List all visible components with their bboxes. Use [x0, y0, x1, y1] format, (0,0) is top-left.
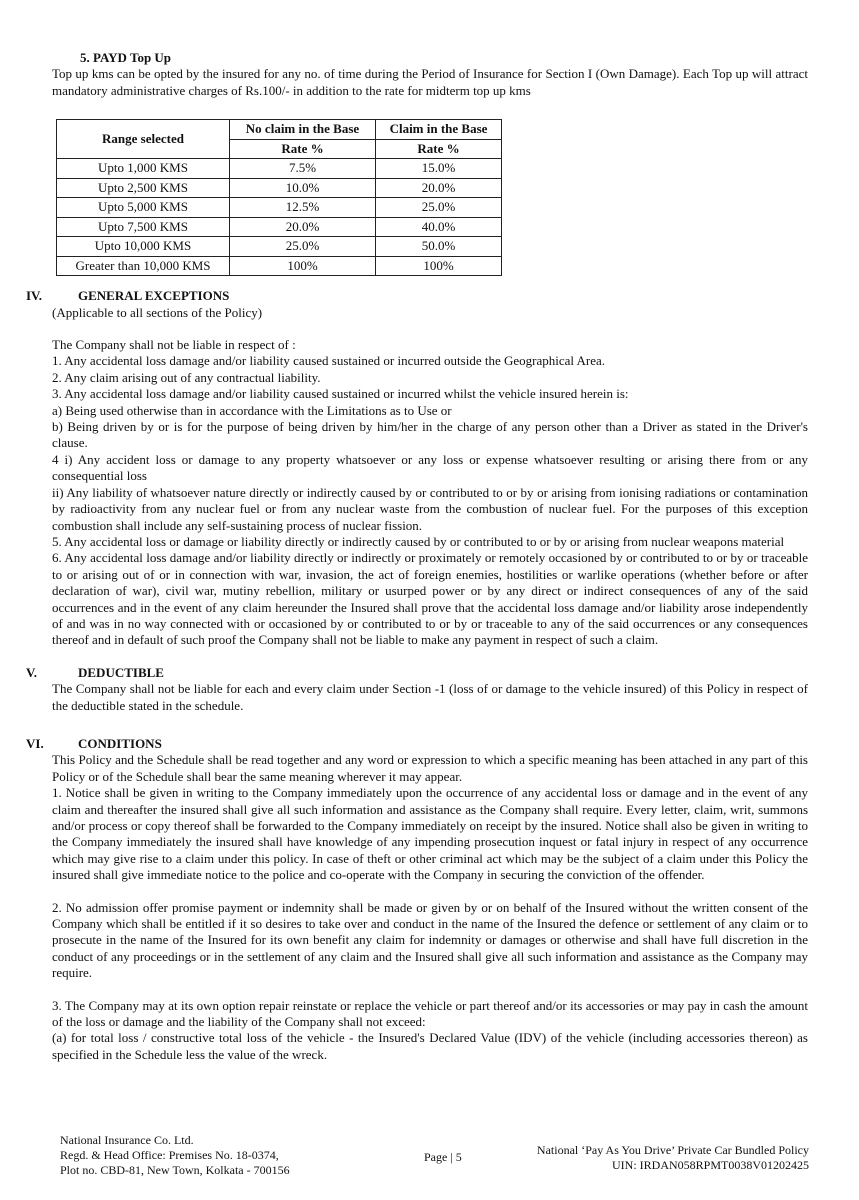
header-claim-rate: Rate % — [376, 139, 502, 159]
exception-line: 6. Any accidental loss damage and/or liability directly or indirectly or proximately or remotely occasioned by or contributed to or by or traceable to or arising out of or in connection with war, invasion, the act of foreign enemies, hostilities or warlike operations (whether before or after declaration of war), civil war, mutiny rebellion, military or usurped power or by any direct or indirect consequences of any of the said occurrences and in the event of any claim hereunder the Insured shall prove that the accidental loss damage and/or liability arose independently of and was in no way connected with or occasioned by or contributed to or by or traceable to any of the said occurrences or any consequences thereof and in default of such proof the Company shall not be liable to make any payment in respect of such a claim. — [52, 550, 808, 648]
payd-topup-heading: 5. PAYD Top Up — [80, 50, 172, 65]
topup-rate-table — [56, 119, 502, 276]
table-header-row — [57, 120, 502, 140]
claim-rate-cell: 50.0% — [376, 237, 502, 257]
table-row — [57, 198, 502, 218]
header-no-claim-rate: Rate % — [230, 139, 376, 159]
section-title: GENERAL EXCEPTIONS — [78, 288, 230, 304]
range-cell: Greater than 10,000 KMS — [57, 256, 230, 276]
footer-plot: Plot no. CBD-81, New Town, Kolkata - 700156 — [60, 1163, 290, 1177]
exception-line: 3. Any accidental loss damage and/or liability caused sustained or incurred whilst the vehicle insured herein is: — [52, 386, 629, 402]
claim-rate-cell: 15.0% — [376, 159, 502, 179]
header-claim: Claim in the Base — [376, 120, 502, 140]
section-heading — [26, 664, 808, 681]
footer-policy-name: National ‘Pay As You Drive’ Private Car Bundled Policy — [536, 1143, 809, 1157]
no-claim-rate-cell: 100% — [230, 256, 376, 276]
footer-company: National Insurance Co. Ltd. — [60, 1133, 194, 1147]
range-cell: Upto 10,000 KMS — [57, 237, 230, 257]
section-number: V. — [26, 664, 37, 680]
payd-topup-text: Top up kms can be opted by the insured for any no. of time during the Period of Insurance for Section I (Own Damage). Each Top up will attract mandatory administrative charges of Rs.100/- in addition to the rate for midterm top up kms — [52, 66, 808, 98]
table-row — [57, 217, 502, 237]
section-title: DEDUCTIBLE — [78, 664, 164, 680]
condition-1: 1. Notice shall be given in writing to the Company immediately upon the occurrence of any accidental loss or damage and in the event of any claim and thereafter the insured shall give all such information and assistance as the Company shall require. Every letter, claim, writ, summons and/or process or copy thereof shall be forwarded to the Company immediately on receipt by the insured. Notice shall also be given in writing to the Company immediately the insured shall have knowledge of any impending prosecution inquest or fatal injury in respect of any occurrence which may give rise to a claim under this policy. In case of theft or other criminal act which may be the subject of a claim under this Policy the insured shall give immediate notice to the police and co-operate with the Company in securing the conviction of the offender. — [52, 785, 808, 883]
claim-rate-cell: 25.0% — [376, 198, 502, 218]
table-row — [57, 159, 502, 179]
page-number: Page | 5 — [424, 1150, 462, 1164]
no-claim-rate-cell: 12.5% — [230, 198, 376, 218]
header-no-claim: No claim in the Base — [230, 120, 376, 140]
footer-office: Regd. & Head Office: Premises No. 18-0374, — [60, 1148, 279, 1162]
page-content — [26, 50, 808, 1063]
claim-rate-cell: 40.0% — [376, 217, 502, 237]
section-heading — [26, 735, 808, 752]
range-cell: Upto 7,500 KMS — [57, 217, 230, 237]
footer-uin: UIN: IRDAN058RPMT0038V01202425 — [611, 1158, 809, 1172]
section-title: CONDITIONS — [78, 735, 162, 751]
deductible-section — [26, 664, 808, 714]
no-claim-rate-cell: 25.0% — [230, 237, 376, 257]
condition-3a: (a) for total loss / constructive total loss of the vehicle - the Insured's Declared Value (IDV) of the vehicle (including accessories thereon) as specified in the Schedule less the value of the wreck. — [52, 1030, 808, 1062]
no-claim-rate-cell: 20.0% — [230, 217, 376, 237]
exception-line: The Company shall not be liable in respect of : — [52, 337, 296, 353]
exception-line: 1. Any accidental loss damage and/or liability caused sustained or incurred outside the Geographical Area. — [52, 353, 606, 369]
range-cell: Upto 5,000 KMS — [57, 198, 230, 218]
exception-line: ii) Any liability of whatsoever nature directly or indirectly caused by or contributed to or by or arising from ionising radiations or contamination by radioactivity from any nuclear fuel or from any nuclear waste from the combustion of nuclear fuel. For the purposes of this exception combustion shall include any self-sustaining process of nuclear fission. — [52, 484, 808, 533]
deductible-text: The Company shall not be liable for each and every claim under Section -1 (loss of or damage to the vehicle insured) of this Policy in respect of the deductible stated in the schedule. — [52, 681, 808, 713]
range-cell: Upto 1,000 KMS — [57, 159, 230, 179]
table-row — [57, 256, 502, 276]
range-cell: Upto 2,500 KMS — [57, 178, 230, 198]
exception-line: b) Being driven by or is for the purpose of being driven by him/her in the charge of any person other than a Driver as stated in the Driver's clause. — [52, 419, 808, 451]
conditions-section — [26, 735, 808, 1063]
exception-line: 4 i) Any accident loss or damage to any property whatsoever or any loss or expense whatsoever resulting or arising there from or any consequential loss — [52, 451, 808, 484]
condition-2: 2. No admission offer promise payment or indemnity shall be made or given by or on behalf of the Insured without the written consent of the Company which shall be entitled if it so desires to take over and conduct in the name of the Insured the defence or settlement of any claim or to prosecute in the name of the Insured for its own benefit any claim for indemnity or damages or otherwise and shall have full discretion in the conduct of any proceedings or in the settlement of any claim and the Insured shall give all such information and assistance as the Company may require. — [52, 899, 808, 981]
table-row — [57, 237, 502, 257]
conditions-intro: This Policy and the Schedule shall be read together and any word or expression to which a specific meaning has been attached in any part of this Policy or of the Schedule shall bear the same meaning wherever it may appear. — [52, 752, 808, 784]
footer-address — [60, 1133, 290, 1178]
claim-rate-cell: 100% — [376, 256, 502, 276]
condition-3: 3. The Company may at its own option repair reinstate or replace the vehicle or part thereof and/or its accessories or may pay in cash the amount of the loss or damage and the liability of the Company shall not exceed: — [52, 997, 808, 1030]
exception-line: a) Being used otherwise than in accordance with the Limitations as to Use or — [52, 402, 452, 418]
exception-line: 2. Any claim arising out of any contractual liability. — [52, 369, 321, 385]
section-subtitle: (Applicable to all sections of the Policy) — [52, 304, 263, 320]
section-number: IV. — [26, 288, 43, 304]
header-range-selected: Range selected — [57, 120, 230, 159]
exception-line: 5. Any accidental loss or damage or liability directly or indirectly caused by or contributed to or by or arising from nuclear weapons material — [52, 533, 785, 549]
no-claim-rate-cell: 10.0% — [230, 178, 376, 198]
general-exceptions-section — [26, 288, 808, 649]
section-heading — [26, 288, 808, 304]
footer-policy-info — [537, 1143, 809, 1173]
no-claim-rate-cell: 7.5% — [230, 159, 376, 179]
claim-rate-cell: 20.0% — [376, 178, 502, 198]
table-row — [57, 178, 502, 198]
section-number: VI. — [26, 735, 44, 751]
